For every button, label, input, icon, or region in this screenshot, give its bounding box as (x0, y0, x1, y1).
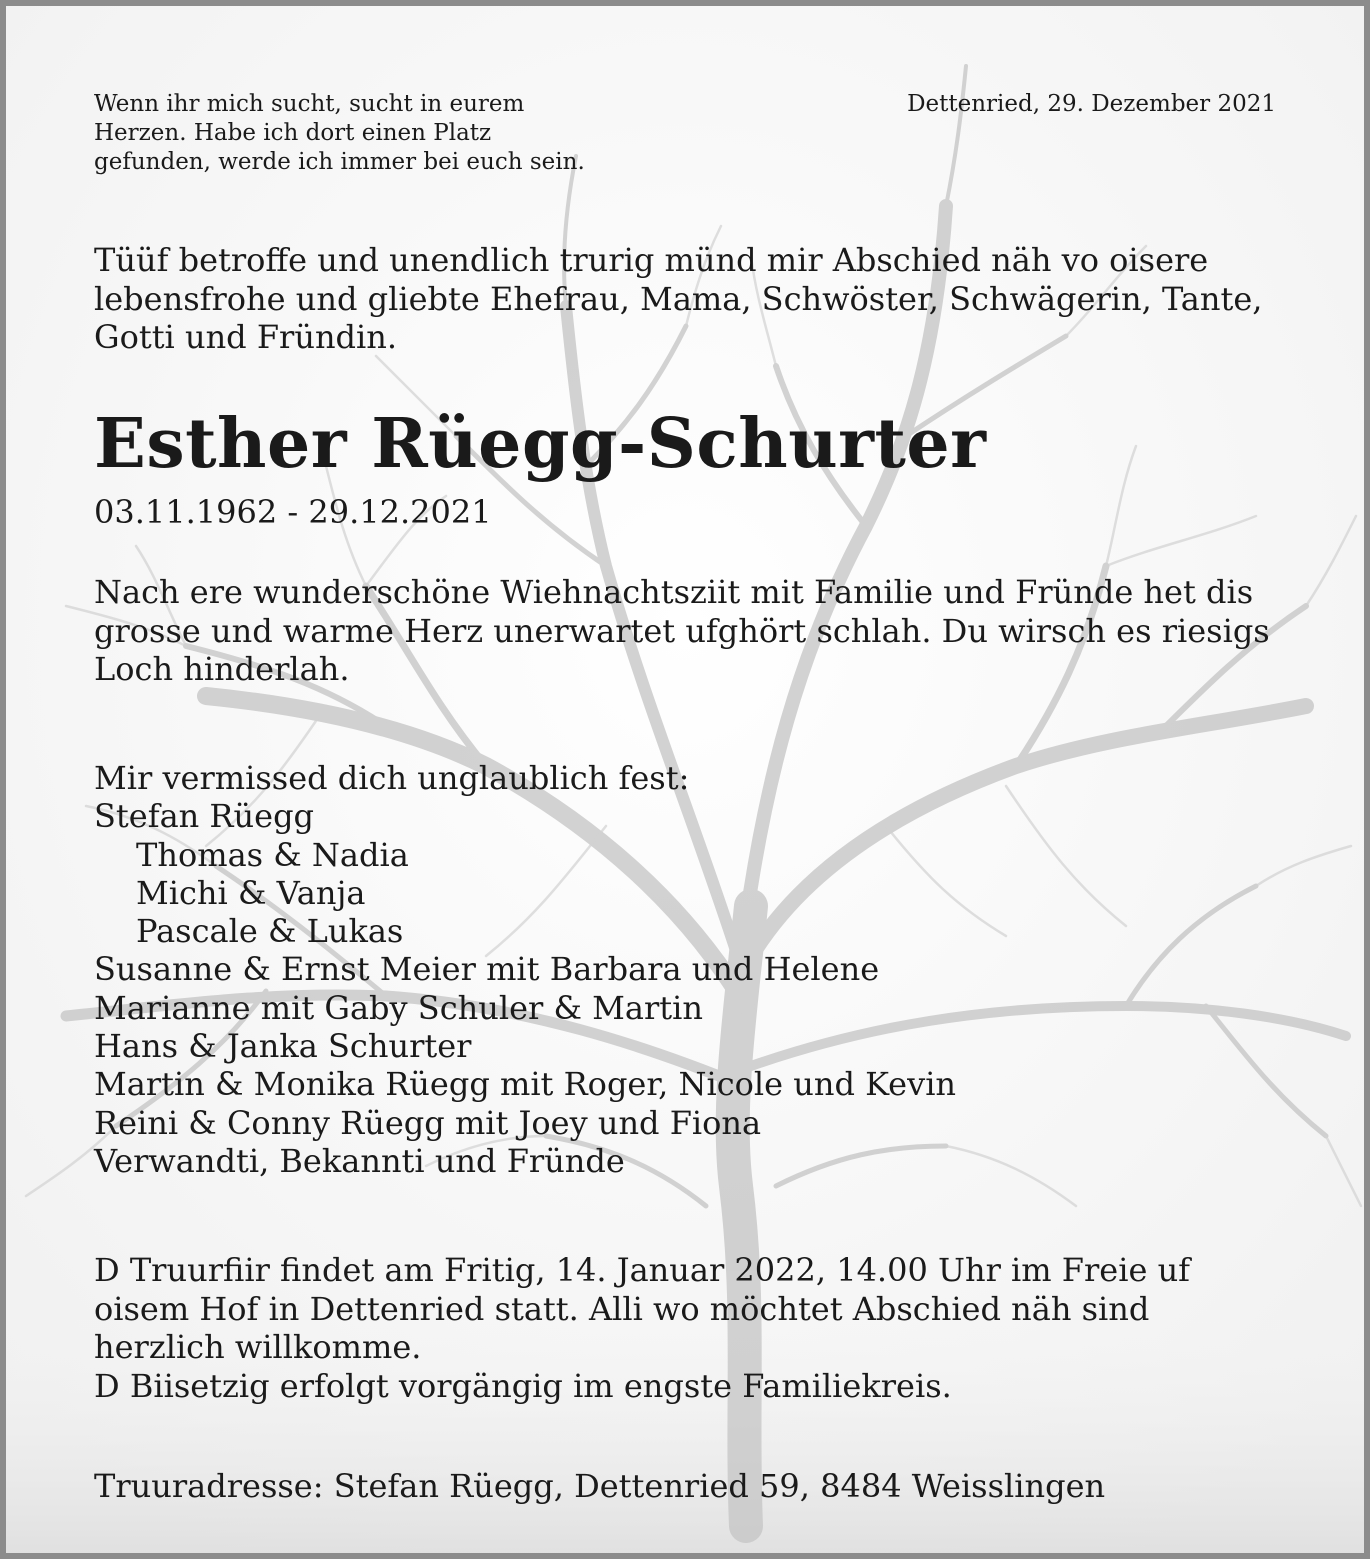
intro-line: Tüüf betroffe und unendlich trurig münd mir Abschied näh vo oisere (94, 241, 1209, 279)
mourner-family: Martin & Monika Rüegg mit Roger, Nicole und Kevin (94, 1065, 957, 1104)
intro-line: Gotti und Fründin. (94, 318, 398, 356)
motto-line: Herzen. Habe ich dort einen Platz (94, 120, 492, 146)
message-line: Loch hinderlah. (94, 650, 350, 688)
deceased-name: Esther Rüegg-Schurter (94, 404, 987, 484)
message-paragraph (94, 573, 1294, 689)
mourner-family: Susanne & Ernst Meier mit Barbara und Helene (94, 950, 880, 989)
mourner-child: Pascale & Lukas (136, 912, 404, 951)
motto-line: gefunden, werde ich immer bei euch sein. (94, 149, 585, 175)
service-line: D Truurfiir findet am Fritig, 14. Januar 2022, 14.00 Uhr im Freie uf (94, 1251, 1191, 1289)
notice-content (6, 6, 1364, 1553)
mourner-child: Thomas & Nadia (136, 835, 409, 874)
service-line: D Biisetzig erfolgt vorgängig im engste Familiekreis. (94, 1367, 952, 1406)
place-and-date: Dettenried, 29. Dezember 2021 (907, 91, 1276, 117)
mourners-list (94, 759, 1294, 1180)
motto-line: Wenn ihr mich sucht, sucht in eurem (94, 91, 525, 117)
intro-paragraph (94, 241, 1294, 357)
mourner-family: Reini & Conny Rüegg mit Joey und Fiona (94, 1103, 762, 1142)
mourners-heading: Mir vermissed dich unglaublich fest: (94, 759, 690, 797)
service-line: oisem Hof in Dettenried statt. Alli wo möchtet Abschied näh sind (94, 1289, 1150, 1328)
message-line: Nach ere wunderschöne Wiehnachtsziit mit Familie und Fründe het dis (94, 573, 1254, 611)
mourner-family: Verwandti, Bekannti und Fründe (94, 1141, 625, 1180)
motto-verse (94, 90, 654, 177)
service-details (94, 1251, 1294, 1406)
mourner-family: Hans & Janka Schurter (94, 1027, 472, 1066)
mourning-address: Truuradresse: Stefan Rüegg, Dettenried 59, 8484 Weisslingen (94, 1467, 1106, 1505)
intro-line: lebensfrohe und gliebte Ehefrau, Mama, Schwöster, Schwägerin, Tante, (94, 279, 1263, 318)
service-line: herzlich willkomme. (94, 1328, 422, 1367)
mourner-family: Marianne mit Gaby Schuler & Martin (94, 988, 703, 1027)
mourner-spouse: Stefan Rüegg (94, 797, 315, 836)
life-dates: 03.11.1962 - 29.12.2021 (94, 493, 492, 531)
mourner-child: Michi & Vanja (136, 873, 366, 912)
message-line: grosse und warme Herz unerwartet ufghört schlah. Du wirsch es riesigs (94, 611, 1270, 650)
